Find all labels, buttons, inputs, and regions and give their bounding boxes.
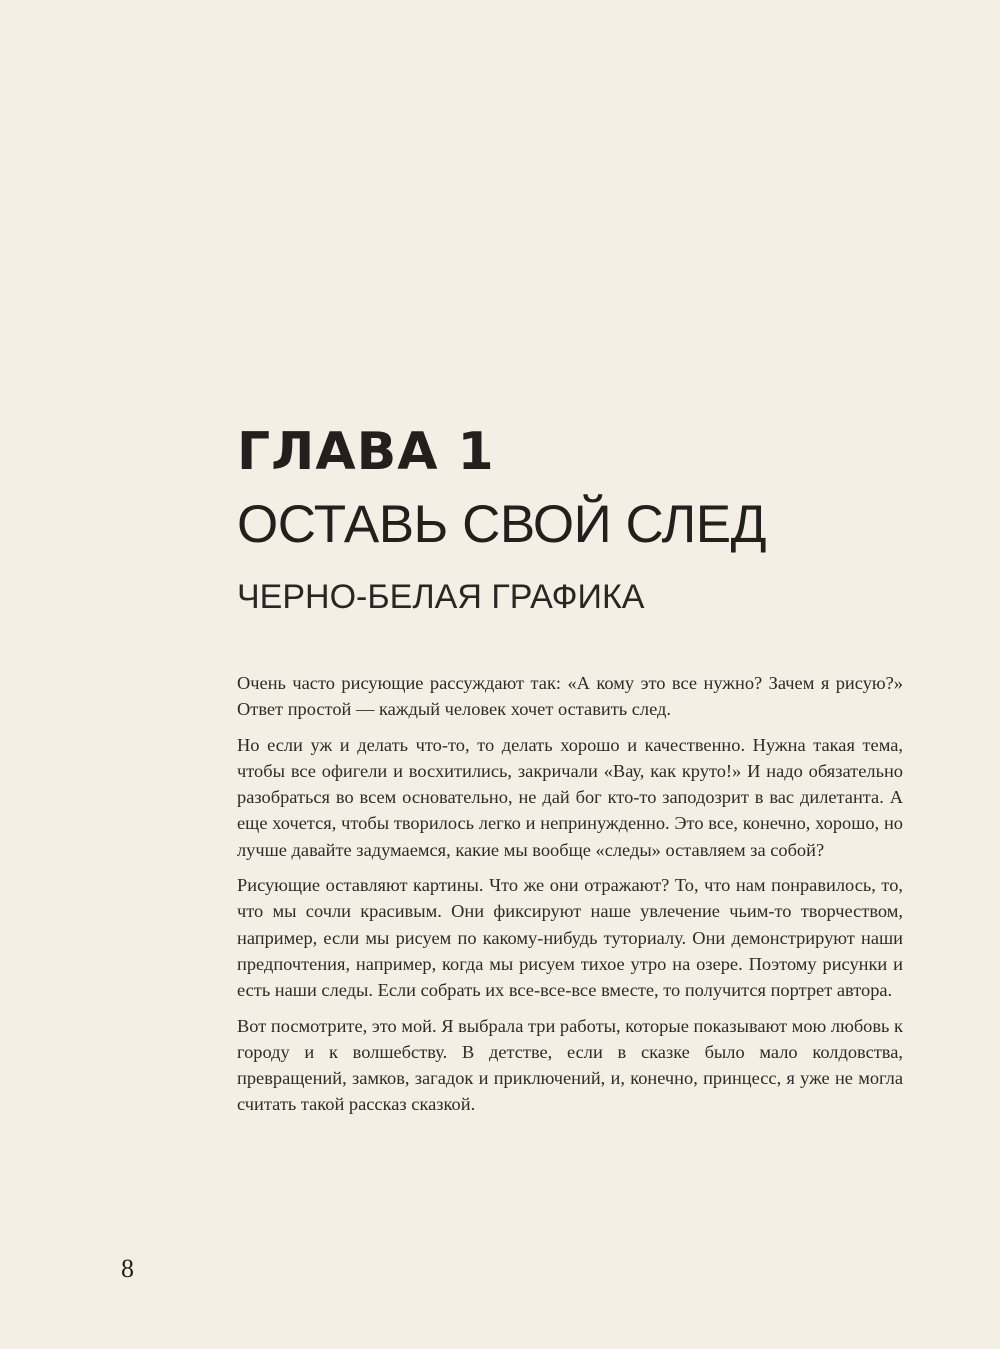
paragraph: Вот посмотрите, это мой. Я выбрала три работы, которые показывают мою любовь к городу и к волшебству. В детстве, если в сказке было мало колдовства, превращений, замков, загадок и приключений, и, конечно, принцесс, я уже не могла считать такой рассказ сказкой. bbox=[237, 1015, 903, 1115]
paragraph: Рисующие оставляют картины. Что же они отражают? То, что нам понравилось, то, что мы сочли красивым. Они фиксируют наше увлечение чьим-то творчеством, например, если мы рисуем по какому-нибудь туториалу. Они демонстрируют наши предпочтения, например, когда мы рисуем тихое утро на озере. Поэтому рисунки и есть наши следы. Если собрать их все-все-все вместе, то получится портрет автора. bbox=[237, 875, 903, 1001]
body-text bbox=[237, 670, 903, 1127]
page-number: 8 bbox=[121, 1254, 134, 1283]
chapter-number: ГЛАВА 1 bbox=[237, 422, 495, 482]
paragraph: Но если уж и делать что-то, то делать хорошо и качественно. Нужна такая тема, чтобы все офигели и восхитились, закричали «Вау, как круто!» И надо обязательно разобраться во всем основательно, не дай бог кто-то заподозрит в вас дилетанта. А еще хочется, чтобы творилось легко и непринужденно. Это все, конечно, хорошо, но лучше давайте задумаемся, какие мы вообще «следы» оставляем за собой? bbox=[237, 734, 903, 860]
paragraph: Очень часто рисующие рассуждают так: «А кому это все нужно? Зачем я рисую?» Ответ простой — каждый человек хочет оставить след. bbox=[237, 673, 903, 720]
chapter-title: ОСТАВЬ СВОЙ СЛЕД bbox=[237, 495, 767, 554]
chapter-subtitle: ЧЕРНО-БЕЛАЯ ГРАФИКА bbox=[237, 578, 645, 616]
chapter-header bbox=[237, 420, 917, 620]
